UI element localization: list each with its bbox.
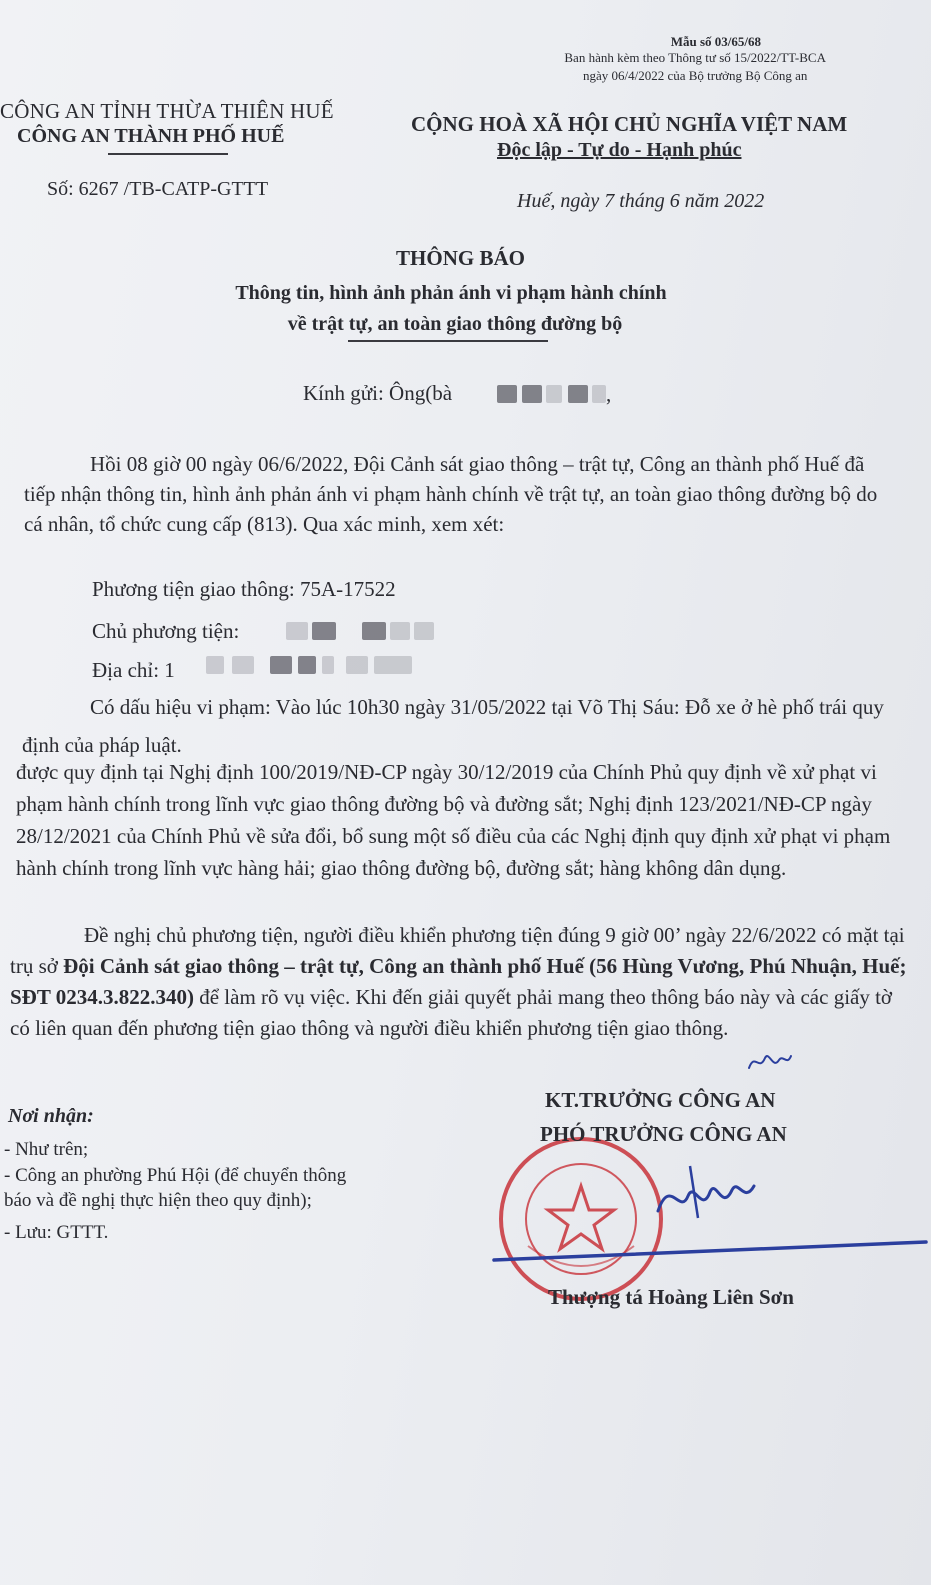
form-issued-line-2: ngày 06/4/2022 của Bộ trưởng Bộ Công an xyxy=(582,68,808,83)
paragraph-violation: Có dấu hiệu vi phạm: Vào lúc 10h30 ngày 31/05/2022 tại Võ Thị Sáu: Đỗ xe ở hè phố trái quy định của pháp luật. xyxy=(22,695,884,757)
signature-stroke xyxy=(490,1236,931,1266)
document-subtitle-1: Thông tin, hình ảnh phản ánh vi phạm hành chính xyxy=(235,282,667,304)
recipient-suffix: , xyxy=(606,382,612,406)
document-subtitle-2: về trật tự, an toàn giao thông đường bộ xyxy=(287,313,623,335)
org-parent: CÔNG AN TỈNH THỪA THIÊN HUẾ xyxy=(0,99,334,123)
redacted-address xyxy=(322,656,334,674)
recipient-greeting xyxy=(303,381,452,406)
redacted-recipient-name xyxy=(568,385,588,403)
redacted-address xyxy=(374,656,412,674)
signature-title-2: PHÓ TRƯỞNG CÔNG AN xyxy=(540,1122,787,1146)
motto: Độc lập - Tự do - Hạnh phúc xyxy=(497,139,742,161)
document-title: THÔNG BÁO xyxy=(396,246,525,270)
nation-title: CỘNG HOÀ XÃ HỘI CHỦ NGHĨA VIỆT NAM xyxy=(411,112,848,136)
document-number: Số: 6267 /TB-CATP-GTTT xyxy=(47,178,269,200)
form-issued-line-1: Ban hành kèm theo Thông tư số 15/2022/TT-BCA xyxy=(564,50,826,65)
redacted-address xyxy=(232,656,254,674)
redacted-recipient-name xyxy=(546,385,562,403)
request-text-c: để làm rõ vụ việc. Khi đến giải quyết phải mang theo thông báo này và các giấy tờ có liên quan đến phương tiện giao thông và người điều khiển phương tiện giao thông. xyxy=(10,985,893,1040)
recipient-label: Kính gửi: Ông(bà xyxy=(303,381,453,405)
recipients-heading: Nơi nhận: xyxy=(8,1105,94,1127)
redacted-recipient-name xyxy=(522,385,542,403)
recipient-item: - Công an phường Phú Hội (để chuyển thông xyxy=(4,1165,347,1186)
subtitle-underline xyxy=(348,340,548,342)
request-text-a: Đề nghị chủ phương tiện, người điều khiển phương tiện đúng 9 giờ 00’ ngày 22/6/2022 có mặt tại trụ sở xyxy=(10,923,905,978)
redacted-recipient-name xyxy=(592,385,606,403)
paragraph-legal-basis: được quy định tại Nghị định 100/2019/NĐ-CP ngày 30/12/2019 của Chính Phủ quy định về xử phạt vi phạm hành chính trong lĩnh vực giao thông đường bộ và đường sắt; Nghị định 123/2021/NĐ-CP ngày 28/12/2021 của Chính Phủ về sửa đổi, bổ sung một số điều của các Nghị định quy định xử phạt vi phạm hành chính trong lĩnh vực hàng hải; giao thông đường bộ, đường sắt; hàng không dân dụng. xyxy=(16,760,891,880)
redacted-address xyxy=(270,656,292,674)
owner-label: Chủ phương tiện: xyxy=(92,619,240,643)
redacted-address xyxy=(346,656,368,674)
redacted-owner xyxy=(312,622,336,640)
recipient-item: báo và đề nghị thực hiện theo quy định); xyxy=(4,1190,312,1211)
vehicle-info: Phương tiện giao thông: 75A-17522 xyxy=(92,577,396,601)
redacted-owner xyxy=(286,622,308,640)
signature-title-1: KT.TRƯỞNG CÔNG AN xyxy=(545,1088,776,1112)
initials-mark xyxy=(745,1046,793,1076)
address-label: Địa chỉ: 1 xyxy=(92,658,175,682)
recipient-item: - Lưu: GTTT. xyxy=(4,1222,109,1243)
redacted-owner xyxy=(390,622,410,640)
official-seal xyxy=(498,1136,664,1302)
request-text-office: Đội Cảnh sát giao thông – trật tự, Công an thành phố Huế (56 Hùng Vương, Phú Nhuận, Huế; SĐT 0234.3.822.340) xyxy=(10,954,907,1009)
redacted-owner xyxy=(362,622,386,640)
recipient-item: - Như trên; xyxy=(4,1139,89,1160)
org-underline xyxy=(108,153,228,155)
redacted-address xyxy=(298,656,316,674)
redacted-address xyxy=(206,656,224,674)
form-issued-note xyxy=(564,49,826,85)
org-unit: CÔNG AN THÀNH PHỐ HUẾ xyxy=(17,125,285,147)
paragraph-intro: Hồi 08 giờ 00 ngày 06/6/2022, Đội Cảnh sát giao thông – trật tự, Công an thành phố Huế đã tiếp nhận thông tin, hình ảnh phản ánh vi phạm hành chính về trật tự, an toàn giao thông đường bộ do cá nhân, tổ chức cung cấp (813). Qua xác minh, xem xét: xyxy=(24,452,878,536)
form-number: Mẫu số 03/65/68 xyxy=(670,34,761,49)
paragraph-request xyxy=(10,920,910,1044)
redacted-owner xyxy=(414,622,434,640)
redacted-recipient-name xyxy=(497,385,517,403)
signer-name: Thượng tá Hoàng Liên Sơn xyxy=(548,1285,794,1309)
signature-scribble xyxy=(650,1156,760,1226)
place-date: Huế, ngày 7 tháng 6 năm 2022 xyxy=(517,190,765,212)
